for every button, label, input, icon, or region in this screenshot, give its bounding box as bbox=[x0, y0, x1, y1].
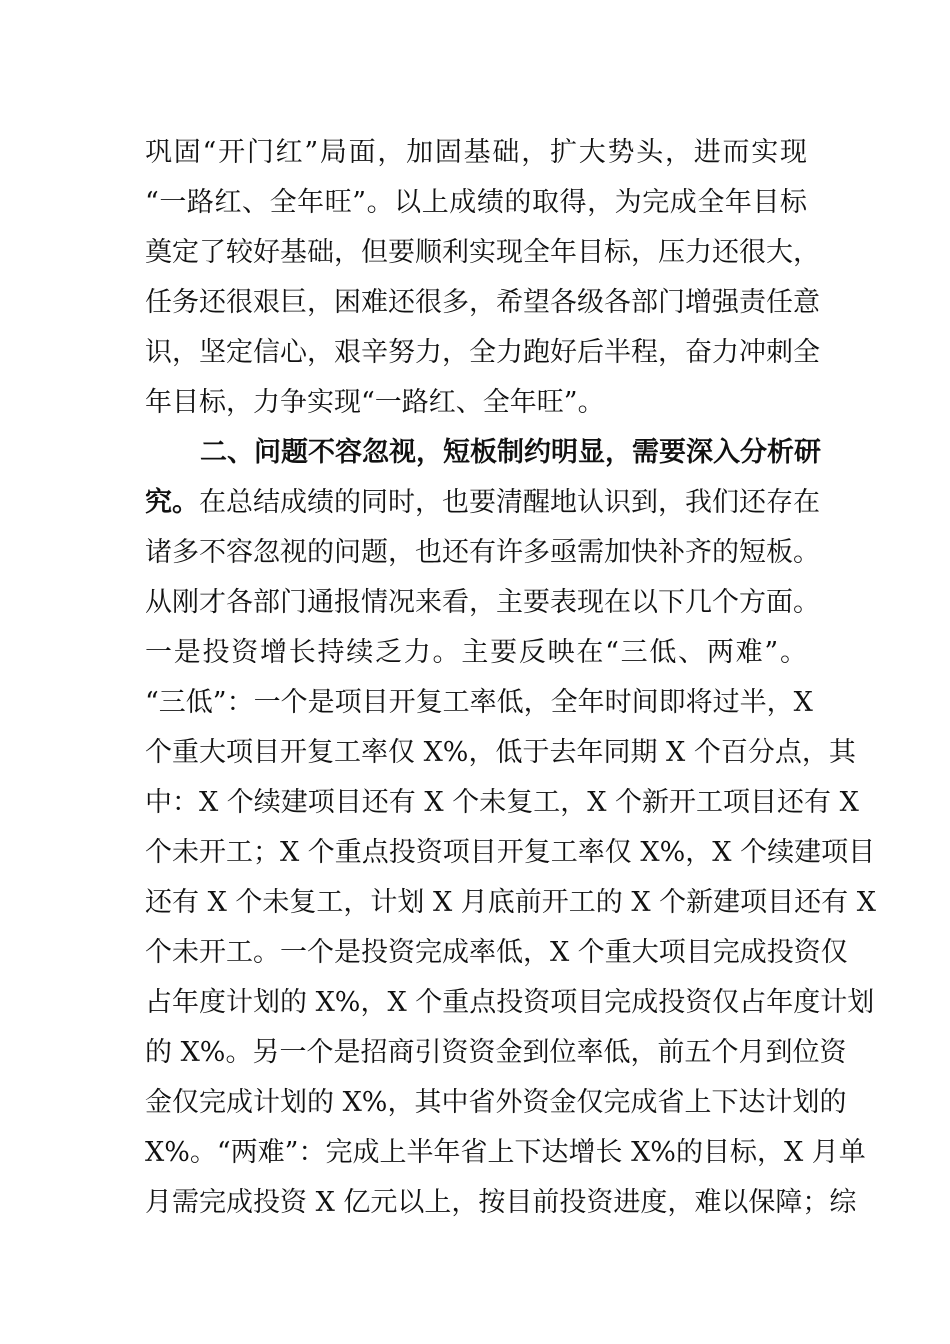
text-line-14: 中：X 个续建项目还有 X 个未复工，X 个新开工项目还有 X bbox=[145, 787, 859, 818]
text-line-21: X%。“两难”：完成上半年省上下达增长 X%的目标，X 月单 bbox=[145, 1137, 866, 1168]
text-line-17: 个未开工。一个是投资完成率低，X 个重大项目完成投资仅 bbox=[145, 937, 848, 968]
text-line-22: 月需完成投资 X 亿元以上，按目前投资进度，难以保障；综 bbox=[145, 1187, 857, 1218]
text-line-8 bbox=[145, 478, 820, 528]
text-line-18: 占年度计划的 X%，X 个重点投资项目完成投资仅占年度计划 bbox=[145, 987, 875, 1018]
text-line-16: 还有 X 个未复工，计划 X 月底前开工的 X 个新建项目还有 X bbox=[145, 887, 876, 918]
text-line-19: 的 X%。另一个是招商引资资金到位率低，前五个月到位资 bbox=[145, 1037, 847, 1068]
text-line-11: 一是投资增长持续乏力。主要反映在“三低、两难”。 bbox=[145, 637, 807, 668]
text-line-13: 个重大项目开复工率仅 X%，低于去年同期 X 个百分点，其 bbox=[145, 737, 856, 768]
text-line-20: 金仅完成计划的 X%，其中省外资金仅完成省上下达计划的 bbox=[145, 1087, 847, 1118]
text-line-6: 年目标，力争实现“一路红、全年旺”。 bbox=[145, 387, 605, 418]
text-line-4: 任务还很艰巨，困难还很多，希望各级各部门增强责任意 bbox=[145, 287, 820, 318]
text-line-10: 从刚才各部门通报情况来看，主要表现在以下几个方面。 bbox=[145, 587, 820, 618]
text-line-1: 巩固“开门红”局面，加固基础，扩大势头，进而实现 bbox=[145, 137, 807, 168]
text-line-8-body: 在总结成绩的同时，也要清醒地认识到，我们还存在 bbox=[199, 487, 820, 518]
text-line-9: 诸多不容忽视的问题，也还有许多亟需加快补齐的短板。 bbox=[145, 537, 820, 568]
text-line-2: “一路红、全年旺”。以上成绩的取得，为完成全年目标 bbox=[145, 187, 807, 218]
text-line-15: 个未开工；X 个重点投资项目开复工率仅 X%，X 个续建项目 bbox=[145, 837, 876, 868]
text-line-5: 识，坚定信心，艰辛努力，全力跑好后半程，奋力冲刺全 bbox=[145, 337, 820, 368]
section-heading-end: 究。 bbox=[145, 487, 199, 518]
text-line-12: “三低”：一个是项目开复工率低，全年时间即将过半，X bbox=[145, 687, 813, 718]
text-line-3: 奠定了较好基础，但要顺利实现全年目标，压力还很大， bbox=[145, 237, 820, 268]
section-heading-line: 二、问题不容忽视，短板制约明显，需要深入分析研 bbox=[200, 437, 821, 468]
